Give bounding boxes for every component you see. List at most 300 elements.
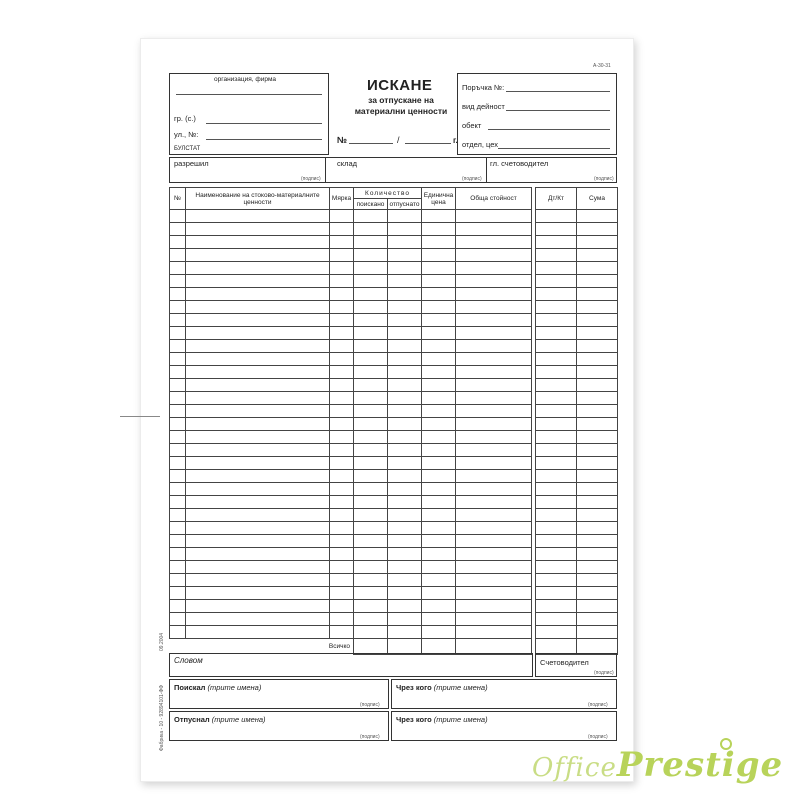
in-words-box[interactable] — [169, 653, 533, 677]
table-cell[interactable] — [186, 587, 330, 600]
table-cell[interactable] — [330, 483, 354, 496]
table-cell[interactable] — [170, 431, 186, 444]
table-cell[interactable] — [186, 379, 330, 392]
table-cell[interactable] — [330, 262, 354, 275]
table-cell[interactable] — [456, 301, 532, 314]
table-cell[interactable] — [456, 288, 532, 301]
table-cell[interactable] — [186, 314, 330, 327]
table-cell[interactable] — [330, 392, 354, 405]
date-field[interactable] — [405, 143, 451, 144]
accounting-cell[interactable] — [577, 392, 618, 405]
table-cell[interactable] — [456, 587, 532, 600]
table-cell[interactable] — [388, 314, 422, 327]
table-cell[interactable] — [354, 522, 388, 535]
accounting-cell[interactable] — [577, 210, 618, 223]
table-cell[interactable] — [422, 288, 456, 301]
table-cell[interactable] — [422, 210, 456, 223]
table-cell[interactable] — [186, 535, 330, 548]
table-cell[interactable] — [422, 496, 456, 509]
accounting-cell[interactable] — [536, 340, 577, 353]
table-cell[interactable] — [422, 379, 456, 392]
table-cell[interactable] — [330, 561, 354, 574]
table-cell[interactable] — [388, 249, 422, 262]
table-cell[interactable] — [330, 431, 354, 444]
accounting-cell[interactable] — [577, 431, 618, 444]
table-cell[interactable] — [422, 587, 456, 600]
accounting-cell[interactable] — [536, 522, 577, 535]
table-cell[interactable] — [186, 548, 330, 561]
accounting-cell[interactable] — [536, 210, 577, 223]
accounting-cell[interactable] — [536, 262, 577, 275]
table-cell[interactable] — [170, 223, 186, 236]
accounting-cell[interactable] — [536, 470, 577, 483]
table-cell[interactable] — [170, 379, 186, 392]
table-cell[interactable] — [388, 600, 422, 613]
table-cell[interactable] — [422, 483, 456, 496]
table-cell[interactable] — [354, 535, 388, 548]
table-cell[interactable] — [388, 509, 422, 522]
accounting-cell[interactable] — [536, 353, 577, 366]
accounting-cell[interactable] — [536, 561, 577, 574]
released-by-box[interactable] — [169, 711, 389, 741]
table-cell[interactable] — [388, 535, 422, 548]
table-cell[interactable] — [354, 574, 388, 587]
table-cell[interactable] — [388, 483, 422, 496]
table-cell[interactable] — [186, 457, 330, 470]
table-cell[interactable] — [388, 223, 422, 236]
table-cell[interactable] — [456, 444, 532, 457]
table-cell[interactable] — [330, 535, 354, 548]
table-cell[interactable] — [456, 509, 532, 522]
table-cell[interactable] — [422, 548, 456, 561]
accounting-cell[interactable] — [536, 548, 577, 561]
table-cell[interactable] — [330, 288, 354, 301]
accounting-cell[interactable] — [536, 509, 577, 522]
table-cell[interactable] — [388, 470, 422, 483]
table-cell[interactable] — [170, 561, 186, 574]
table-cell[interactable] — [330, 236, 354, 249]
table-cell[interactable] — [456, 457, 532, 470]
table-cell[interactable] — [456, 210, 532, 223]
table-cell[interactable] — [186, 431, 330, 444]
table-cell[interactable] — [170, 340, 186, 353]
accounting-cell[interactable] — [536, 275, 577, 288]
table-cell[interactable] — [330, 327, 354, 340]
table-cell[interactable] — [170, 613, 186, 626]
object-field[interactable] — [488, 129, 610, 130]
table-cell[interactable] — [186, 366, 330, 379]
table-cell[interactable] — [330, 626, 354, 639]
accounting-cell[interactable] — [536, 613, 577, 626]
through-whom-box-1[interactable] — [391, 679, 617, 709]
accounting-cell[interactable] — [536, 379, 577, 392]
table-cell[interactable] — [330, 301, 354, 314]
table-cell[interactable] — [186, 223, 330, 236]
accounting-cell[interactable] — [577, 613, 618, 626]
table-cell[interactable] — [422, 327, 456, 340]
accountant-box[interactable] — [535, 653, 617, 677]
table-cell[interactable] — [456, 405, 532, 418]
table-cell[interactable] — [354, 288, 388, 301]
table-cell[interactable] — [456, 535, 532, 548]
table-cell[interactable] — [354, 496, 388, 509]
department-field[interactable] — [498, 148, 610, 149]
table-cell[interactable] — [186, 210, 330, 223]
table-cell[interactable] — [422, 470, 456, 483]
accounting-cell[interactable] — [536, 327, 577, 340]
table-cell[interactable] — [186, 418, 330, 431]
accounting-cell[interactable] — [577, 314, 618, 327]
table-cell[interactable] — [330, 405, 354, 418]
table-cell[interactable] — [354, 314, 388, 327]
table-cell[interactable] — [330, 509, 354, 522]
table-cell[interactable] — [354, 327, 388, 340]
table-cell[interactable] — [186, 405, 330, 418]
table-cell[interactable] — [422, 353, 456, 366]
table-cell[interactable] — [456, 470, 532, 483]
accounting-cell[interactable] — [536, 418, 577, 431]
table-cell[interactable] — [186, 444, 330, 457]
table-cell[interactable] — [456, 496, 532, 509]
table-cell[interactable] — [170, 262, 186, 275]
table-cell[interactable] — [456, 418, 532, 431]
table-cell[interactable] — [330, 574, 354, 587]
through-whom-box-2[interactable] — [391, 711, 617, 741]
table-cell[interactable] — [422, 223, 456, 236]
accounting-cell[interactable] — [536, 626, 577, 639]
table-cell[interactable] — [456, 236, 532, 249]
table-cell[interactable] — [354, 301, 388, 314]
accounting-cell[interactable] — [577, 353, 618, 366]
table-cell[interactable] — [388, 366, 422, 379]
accounting-cell[interactable] — [577, 535, 618, 548]
table-cell[interactable] — [456, 548, 532, 561]
table-cell[interactable] — [456, 327, 532, 340]
table-cell[interactable] — [170, 535, 186, 548]
table-cell[interactable] — [354, 613, 388, 626]
table-cell[interactable] — [422, 509, 456, 522]
table-cell[interactable] — [186, 561, 330, 574]
table-cell[interactable] — [170, 509, 186, 522]
street-field[interactable] — [206, 139, 322, 140]
table-cell[interactable] — [186, 509, 330, 522]
table-cell[interactable] — [170, 496, 186, 509]
table-cell[interactable] — [456, 522, 532, 535]
table-cell[interactable] — [388, 561, 422, 574]
table-cell[interactable] — [456, 249, 532, 262]
table-cell[interactable] — [388, 288, 422, 301]
table-cell[interactable] — [422, 535, 456, 548]
table-cell[interactable] — [186, 522, 330, 535]
table-cell[interactable] — [456, 600, 532, 613]
table-cell[interactable] — [388, 613, 422, 626]
table-cell[interactable] — [388, 418, 422, 431]
table-cell[interactable] — [354, 470, 388, 483]
accounting-cell[interactable] — [536, 301, 577, 314]
table-cell[interactable] — [354, 561, 388, 574]
table-cell[interactable] — [170, 626, 186, 639]
table-cell[interactable] — [456, 223, 532, 236]
accounting-cell[interactable] — [577, 548, 618, 561]
table-cell[interactable] — [456, 314, 532, 327]
table-cell[interactable] — [388, 353, 422, 366]
table-cell[interactable] — [388, 457, 422, 470]
table-cell[interactable] — [330, 470, 354, 483]
table-cell[interactable] — [186, 392, 330, 405]
accounting-cell[interactable] — [536, 600, 577, 613]
table-cell[interactable] — [388, 379, 422, 392]
accounting-cell[interactable] — [577, 600, 618, 613]
table-cell[interactable] — [186, 327, 330, 340]
table-cell[interactable] — [354, 353, 388, 366]
table-cell[interactable] — [186, 340, 330, 353]
accounting-cell[interactable] — [577, 496, 618, 509]
accounting-cell[interactable] — [577, 288, 618, 301]
table-cell[interactable] — [330, 379, 354, 392]
table-cell[interactable] — [388, 236, 422, 249]
table-cell[interactable] — [354, 340, 388, 353]
table-cell[interactable] — [354, 262, 388, 275]
table-cell[interactable] — [170, 457, 186, 470]
table-cell[interactable] — [456, 574, 532, 587]
table-cell[interactable] — [422, 262, 456, 275]
table-cell[interactable] — [354, 509, 388, 522]
table-cell[interactable] — [186, 249, 330, 262]
table-cell[interactable] — [422, 626, 456, 639]
accounting-cell[interactable] — [577, 561, 618, 574]
table-cell[interactable] — [170, 236, 186, 249]
table-cell[interactable] — [170, 574, 186, 587]
table-cell[interactable] — [456, 366, 532, 379]
table-cell[interactable] — [170, 353, 186, 366]
accounting-cell[interactable] — [577, 262, 618, 275]
table-cell[interactable] — [388, 522, 422, 535]
accounting-cell[interactable] — [577, 249, 618, 262]
accounting-cell[interactable] — [536, 587, 577, 600]
accounting-cell[interactable] — [536, 392, 577, 405]
table-cell[interactable] — [186, 236, 330, 249]
table-cell[interactable] — [422, 340, 456, 353]
table-cell[interactable] — [186, 275, 330, 288]
table-cell[interactable] — [456, 275, 532, 288]
table-cell[interactable] — [186, 288, 330, 301]
table-cell[interactable] — [456, 431, 532, 444]
accounting-cell[interactable] — [577, 574, 618, 587]
table-cell[interactable] — [456, 483, 532, 496]
table-cell[interactable] — [354, 626, 388, 639]
table-cell[interactable] — [186, 626, 330, 639]
table-cell[interactable] — [330, 340, 354, 353]
accounting-cell[interactable] — [536, 457, 577, 470]
table-cell[interactable] — [170, 587, 186, 600]
table-cell[interactable] — [170, 405, 186, 418]
table-cell[interactable] — [170, 522, 186, 535]
table-cell[interactable] — [330, 210, 354, 223]
table-cell[interactable] — [388, 444, 422, 457]
table-cell[interactable] — [186, 353, 330, 366]
table-cell[interactable] — [330, 600, 354, 613]
table-cell[interactable] — [354, 236, 388, 249]
table-cell[interactable] — [170, 327, 186, 340]
table-cell[interactable] — [330, 548, 354, 561]
requested-by-box[interactable] — [169, 679, 389, 709]
table-cell[interactable] — [422, 444, 456, 457]
table-cell[interactable] — [422, 457, 456, 470]
table-cell[interactable] — [388, 431, 422, 444]
table-cell[interactable] — [456, 353, 532, 366]
table-cell[interactable] — [422, 600, 456, 613]
table-cell[interactable] — [422, 392, 456, 405]
table-cell[interactable] — [422, 236, 456, 249]
table-cell[interactable] — [330, 444, 354, 457]
table-cell[interactable] — [422, 418, 456, 431]
table-cell[interactable] — [388, 301, 422, 314]
table-cell[interactable] — [388, 262, 422, 275]
accounting-cell[interactable] — [577, 457, 618, 470]
table-cell[interactable] — [330, 314, 354, 327]
city-field[interactable] — [206, 123, 322, 124]
table-cell[interactable] — [354, 457, 388, 470]
table-cell[interactable] — [354, 366, 388, 379]
table-cell[interactable] — [422, 314, 456, 327]
table-cell[interactable] — [170, 548, 186, 561]
table-cell[interactable] — [422, 431, 456, 444]
activity-field[interactable] — [506, 110, 610, 111]
table-cell[interactable] — [354, 431, 388, 444]
table-cell[interactable] — [170, 288, 186, 301]
accounting-cell[interactable] — [536, 314, 577, 327]
order-field[interactable] — [506, 91, 610, 92]
accounting-cell[interactable] — [577, 327, 618, 340]
table-cell[interactable] — [456, 613, 532, 626]
table-cell[interactable] — [354, 587, 388, 600]
table-cell[interactable] — [186, 613, 330, 626]
accounting-cell[interactable] — [577, 483, 618, 496]
table-cell[interactable] — [388, 626, 422, 639]
accounting-cell[interactable] — [536, 249, 577, 262]
accounting-cell[interactable] — [536, 366, 577, 379]
table-cell[interactable] — [354, 249, 388, 262]
table-cell[interactable] — [422, 405, 456, 418]
table-cell[interactable] — [330, 613, 354, 626]
table-cell[interactable] — [354, 392, 388, 405]
accounting-cell[interactable] — [577, 509, 618, 522]
table-cell[interactable] — [388, 392, 422, 405]
organization-line[interactable] — [176, 94, 322, 95]
table-cell[interactable] — [330, 418, 354, 431]
table-cell[interactable] — [170, 314, 186, 327]
accounting-cell[interactable] — [577, 405, 618, 418]
table-cell[interactable] — [388, 548, 422, 561]
table-cell[interactable] — [170, 418, 186, 431]
table-cell[interactable] — [186, 483, 330, 496]
accounting-cell[interactable] — [536, 535, 577, 548]
accounting-cell[interactable] — [536, 444, 577, 457]
table-cell[interactable] — [422, 366, 456, 379]
table-cell[interactable] — [170, 444, 186, 457]
accounting-cell[interactable] — [577, 587, 618, 600]
table-cell[interactable] — [170, 366, 186, 379]
table-cell[interactable] — [186, 262, 330, 275]
table-cell[interactable] — [456, 262, 532, 275]
table-cell[interactable] — [330, 275, 354, 288]
table-cell[interactable] — [456, 340, 532, 353]
table-cell[interactable] — [170, 210, 186, 223]
table-cell[interactable] — [388, 210, 422, 223]
table-cell[interactable] — [422, 574, 456, 587]
table-cell[interactable] — [170, 275, 186, 288]
table-cell[interactable] — [186, 496, 330, 509]
accounting-cell[interactable] — [577, 444, 618, 457]
accounting-cell[interactable] — [536, 496, 577, 509]
table-cell[interactable] — [354, 548, 388, 561]
table-cell[interactable] — [388, 275, 422, 288]
table-cell[interactable] — [354, 210, 388, 223]
accounting-cell[interactable] — [536, 431, 577, 444]
accounting-cell[interactable] — [577, 236, 618, 249]
accounting-cell[interactable] — [577, 223, 618, 236]
table-cell[interactable] — [330, 353, 354, 366]
table-cell[interactable] — [354, 405, 388, 418]
accounting-cell[interactable] — [577, 626, 618, 639]
table-cell[interactable] — [170, 470, 186, 483]
table-cell[interactable] — [354, 418, 388, 431]
number-field[interactable] — [349, 143, 393, 144]
table-cell[interactable] — [330, 496, 354, 509]
accounting-cell[interactable] — [536, 288, 577, 301]
table-cell[interactable] — [170, 249, 186, 262]
accounting-cell[interactable] — [577, 379, 618, 392]
table-cell[interactable] — [388, 340, 422, 353]
table-cell[interactable] — [456, 626, 532, 639]
table-cell[interactable] — [388, 496, 422, 509]
table-cell[interactable] — [170, 483, 186, 496]
table-cell[interactable] — [456, 561, 532, 574]
table-cell[interactable] — [422, 561, 456, 574]
table-cell[interactable] — [354, 275, 388, 288]
table-cell[interactable] — [422, 275, 456, 288]
accounting-cell[interactable] — [536, 223, 577, 236]
table-cell[interactable] — [388, 587, 422, 600]
accounting-cell[interactable] — [536, 483, 577, 496]
table-cell[interactable] — [422, 249, 456, 262]
table-cell[interactable] — [354, 483, 388, 496]
table-cell[interactable] — [186, 301, 330, 314]
table-cell[interactable] — [422, 613, 456, 626]
table-cell[interactable] — [354, 600, 388, 613]
table-cell[interactable] — [330, 366, 354, 379]
table-cell[interactable] — [170, 301, 186, 314]
table-cell[interactable] — [354, 223, 388, 236]
table-cell[interactable] — [456, 379, 532, 392]
table-cell[interactable] — [330, 522, 354, 535]
table-cell[interactable] — [186, 470, 330, 483]
table-cell[interactable] — [330, 223, 354, 236]
accounting-cell[interactable] — [577, 301, 618, 314]
accounting-cell[interactable] — [577, 340, 618, 353]
table-cell[interactable] — [330, 249, 354, 262]
table-cell[interactable] — [186, 600, 330, 613]
accounting-cell[interactable] — [577, 275, 618, 288]
accounting-cell[interactable] — [577, 470, 618, 483]
table-cell[interactable] — [170, 392, 186, 405]
accounting-cell[interactable] — [536, 236, 577, 249]
table-cell[interactable] — [330, 587, 354, 600]
accounting-cell[interactable] — [536, 574, 577, 587]
accounting-cell[interactable] — [577, 522, 618, 535]
table-cell[interactable] — [330, 457, 354, 470]
table-cell[interactable] — [422, 522, 456, 535]
